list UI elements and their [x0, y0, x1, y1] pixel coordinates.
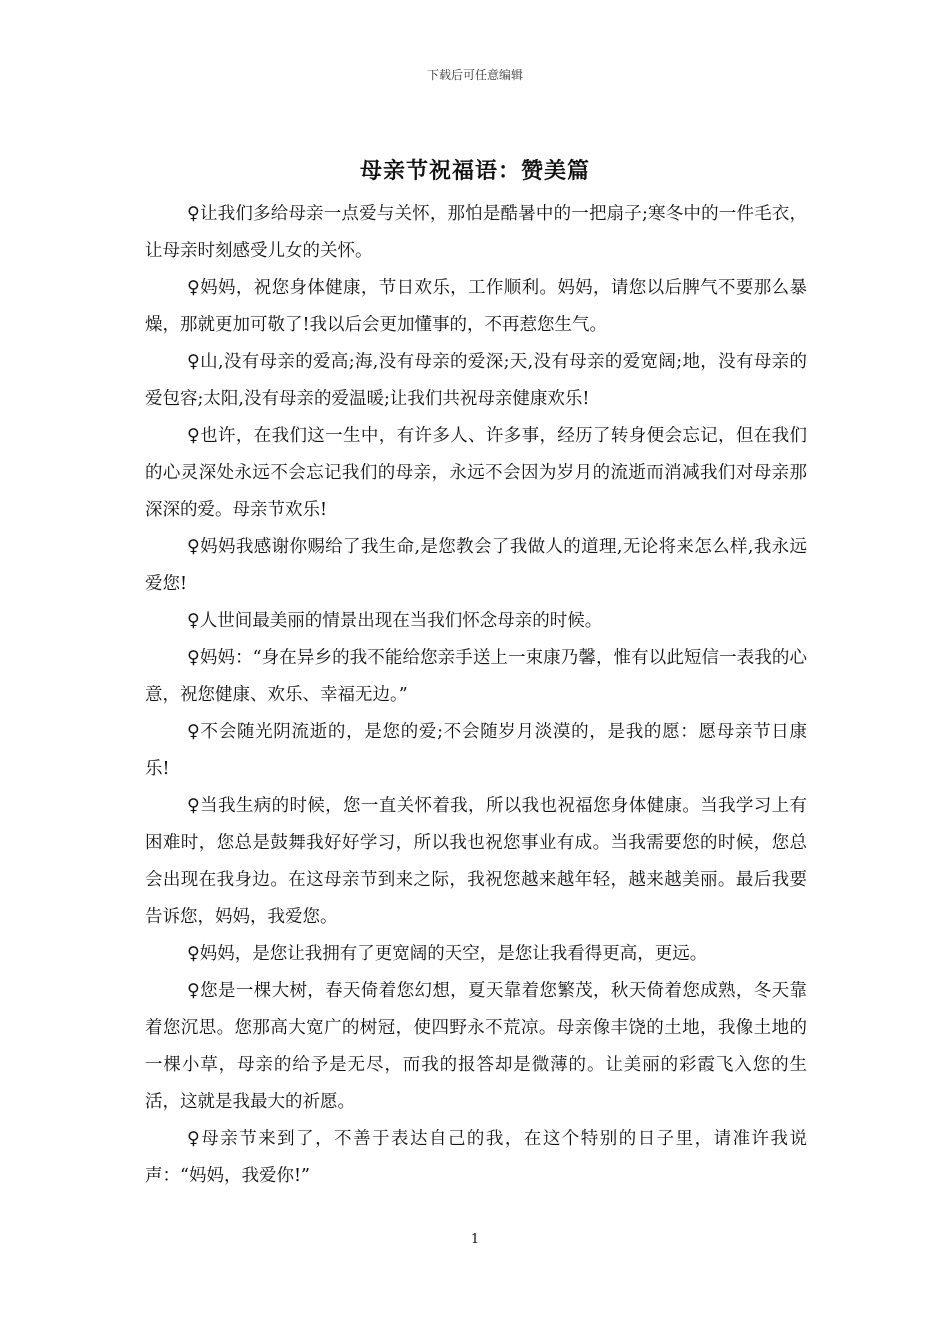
page-number: 1 [470, 1232, 480, 1247]
paragraph: ♀山,没有母亲的爱高;海,没有母亲的爱深;天,没有母亲的爱宽阔;地，没有母亲的爱包容;太阳,没有母亲的爱温暖;让我们共祝母亲健康欢乐! [145, 352, 807, 409]
document-body [145, 196, 807, 1195]
page-header: 下载后可任意编辑 [426, 68, 523, 82]
paragraph: ♀当我生病的时候，您一直关怀着我，所以我也祝福您身体健康。当我学习上有困难时，您总是鼓舞我好好学习，所以我也祝您事业有成。当我需要您的时候，您总会出现在我身边。在这母亲节到来之际，我祝您越来越年轻，越来越美丽。最后我要告诉您，妈妈，我爱您。 [145, 796, 807, 927]
paragraph: ♀让我们多给母亲一点爱与关怀，那怕是酷暑中的一把扇子;寒冬中的一件毛衣，让母亲时刻感受儿女的关怀。 [145, 204, 807, 261]
paragraph: ♀妈妈我感谢你赐给了我生命,是您教会了我做人的道理,无论将来怎么样,我永远爱您! [145, 537, 807, 594]
paragraph: ♀妈妈，是您让我拥有了更宽阔的天空，是您让我看得更高，更远。 [187, 944, 708, 964]
paragraph: ♀不会随光阴流逝的，是您的爱;不会随岁月淡漠的，是我的愿：愿母亲节日康乐! [145, 722, 807, 779]
paragraph: ♀人世间最美丽的情景出现在当我们怀念母亲的时候。 [187, 611, 603, 631]
document-title: 母亲节祝福语：赞美篇 [359, 158, 590, 184]
paragraph: ♀也许，在我们这一生中，有许多人、许多事，经历了转身便会忘记，但在我们的心灵深处永远不会忘记我们的母亲，永远不会因为岁月的流逝而消减我们对母亲那深深的爱。母亲节欢乐! [145, 426, 807, 520]
paragraph: ♀您是一棵大树，春天倚着您幻想，夏天靠着您繁茂，秋天倚着您成熟，冬天靠着您沉思。您那高大宽广的树冠，使四野永不荒凉。母亲像丰饶的土地，我像土地的一棵小草，母亲的给予是无尽，而我的报答却是微薄的。让美丽的彩霞飞入您的生活，这就是我最大的祈愿。 [145, 981, 807, 1112]
paragraph: ♀母亲节来到了，不善于表达自己的我，在这个特别的日子里，请准许我说声：“妈妈，我爱你!” [145, 1129, 807, 1186]
paragraph: ♀妈妈：“身在异乡的我不能给您亲手送上一束康乃馨，惟有以此短信一表我的心意，祝您健康、欢乐、幸福无边。” [145, 648, 807, 705]
paragraph: ♀妈妈，祝您身体健康，节日欢乐，工作顺利。妈妈，请您以后脾气不要那么暴燥，那就更加可敬了!我以后会更加懂事的，不再惹您生气。 [145, 278, 807, 335]
